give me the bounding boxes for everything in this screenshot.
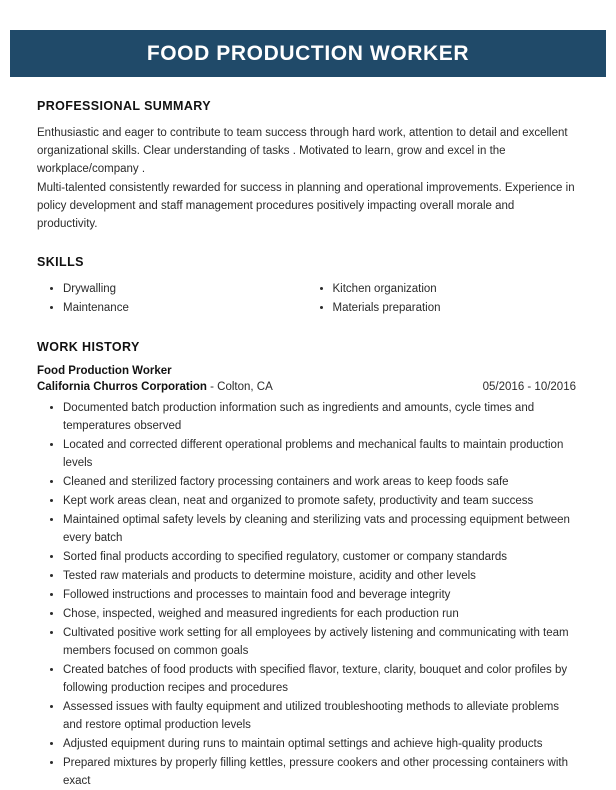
work-bullet: • Sorted final products according to specified regulatory, customer or company standards: [63, 548, 576, 566]
company-row: [37, 378, 576, 396]
work-bullet: • Documented batch production information such as ingredients and amounts, cycle times and temperatures observed: [63, 399, 576, 435]
job-dates: 05/2016 - 10/2016: [482, 381, 576, 393]
company-location: - Colton, CA: [206, 381, 273, 393]
skills-column-right: [307, 280, 577, 318]
skill-item: • Drywalling: [63, 280, 307, 298]
work-bullet: • Created batches of food products with specified flavor, texture, clarity, bouquet and color profiles by following production recipes and procedures: [63, 661, 576, 697]
skills-list-left: [37, 280, 307, 317]
company-line: [37, 378, 273, 396]
section-heading-professional-summary: PROFESSIONAL SUMMARY: [37, 99, 211, 113]
summary-paragraph-1: Enthusiastic and eager to contribute to team success through hard work, attention to detail and excellent organizational skills. Clear understanding of tasks . Motivated to learn, grow and excel in the workplace/company .: [37, 127, 568, 175]
work-bullet: • Kept work areas clean, neat and organized to promote safety, productivity and team success: [63, 492, 576, 510]
resume-page: [0, 30, 616, 787]
resume-title: FOOD PRODUCTION WORKER: [146, 41, 470, 65]
section-heading-skills: SKILLS: [37, 255, 84, 269]
work-bullet: • Tested raw materials and products to determine moisture, acidity and other levels: [63, 567, 576, 585]
job-title: Food Production Worker: [37, 365, 172, 377]
work-bullet: • Adjusted equipment during runs to maintain optimal settings and achieve high-quality products: [63, 735, 576, 753]
work-bullet: • Located and corrected different operational problems and mechanical faults to maintain production levels: [63, 436, 576, 472]
summary-paragraph-2: Multi-talented consistently rewarded for success in planning and operational improvements. Experience in policy development and staff management procedures positively impacting overall morale and productivity.: [37, 182, 575, 230]
work-bullet: • Maintained optimal safety levels by cleaning and sterilizing vats and processing equipment between every batch: [63, 511, 576, 547]
skills-column-left: [37, 280, 307, 318]
work-bullet: • Cultivated positive work setting for all employees by actively listening and communicating with team members focused on common goals: [63, 624, 576, 660]
title-banner: [10, 30, 606, 77]
work-bullet: • Assessed issues with faulty equipment and utilized troubleshooting methods to alleviate problems and restore optimal production levels: [63, 698, 576, 734]
section-heading-work-history: WORK HISTORY: [37, 340, 140, 354]
resume-content: [0, 99, 616, 790]
skill-item: • Maintenance: [63, 299, 307, 317]
skill-item: • Kitchen organization: [333, 280, 577, 298]
company-name: California Churros Corporation: [37, 381, 207, 393]
work-bullet: • Prepared mixtures by properly filling kettles, pressure cookers and other processing containers with exact: [63, 754, 576, 790]
skills-columns: [37, 280, 576, 318]
skill-item: • Materials preparation: [333, 299, 577, 317]
work-bullet: • Followed instructions and processes to maintain food and beverage integrity: [63, 586, 576, 604]
work-bullet: • Chose, inspected, weighed and measured ingredients for each production run: [63, 605, 576, 623]
work-bullet-list: [37, 399, 576, 790]
work-bullet: • Cleaned and sterilized factory processing containers and work areas to keep foods safe: [63, 473, 576, 491]
skills-list-right: [307, 280, 577, 317]
